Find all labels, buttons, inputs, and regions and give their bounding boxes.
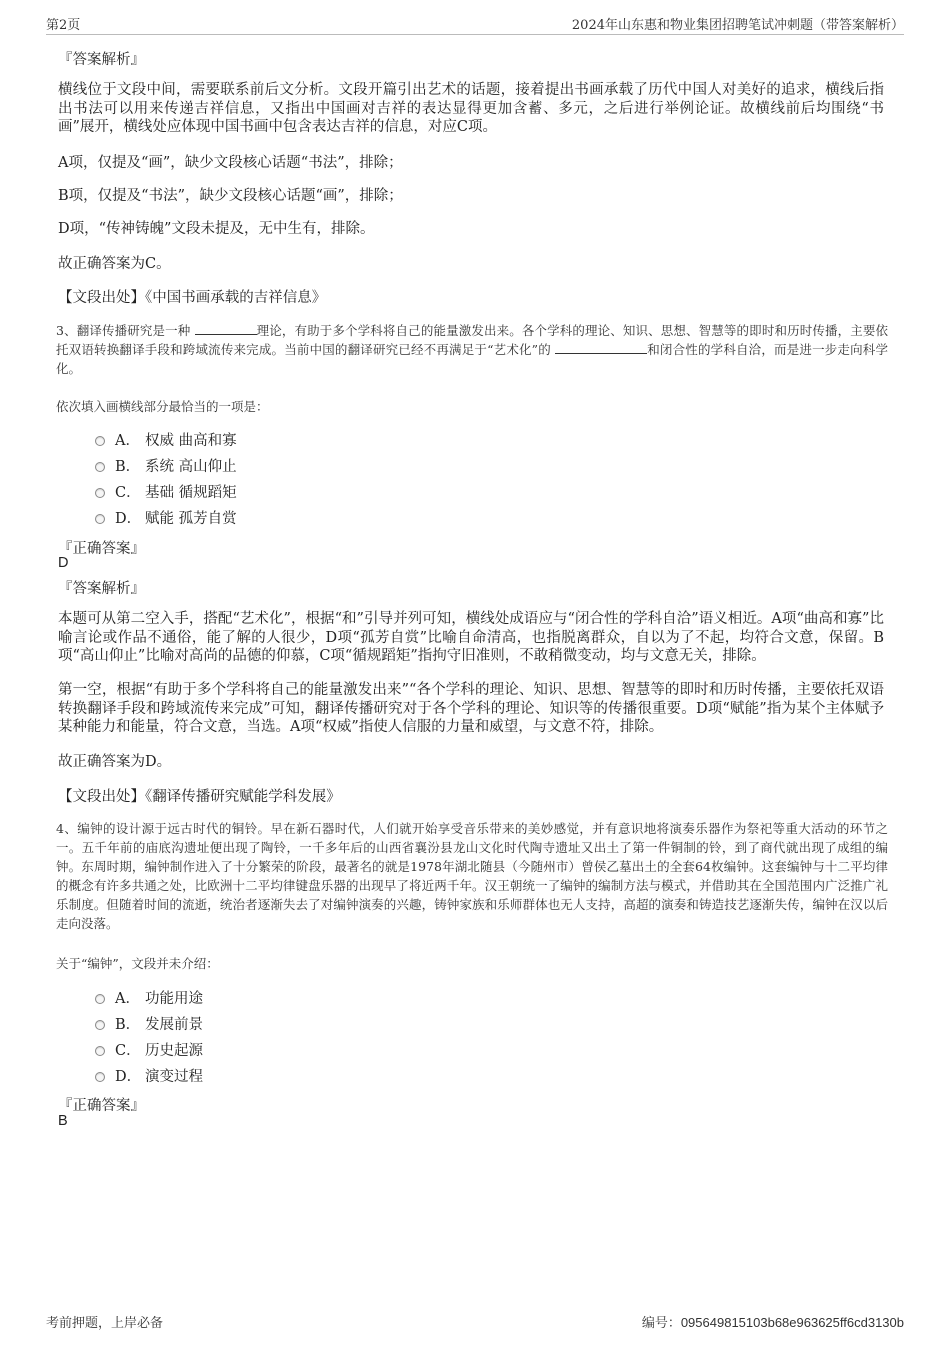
- q2-analysis-heading: 『答案解析』: [58, 52, 145, 68]
- document-id-value: 095649815103b68e963625ff6cd3130b: [680, 1315, 904, 1330]
- q2-analysis-option-a: A项，仅提及“画”，缺少文段核心话题“书法”，排除；: [58, 155, 403, 171]
- q2-conclusion: 故正确答案为C。: [58, 256, 171, 272]
- option-letter: B．: [115, 1016, 141, 1033]
- radio-icon[interactable]: [95, 488, 105, 498]
- radio-icon[interactable]: [95, 1046, 105, 1056]
- q4-option-c[interactable]: [95, 1038, 203, 1060]
- q3-analysis-paragraph-2: 第一空，根据“有助于多个学科将自己的能量激发出来”“各个学科的理论、知识、思想、智慧等的即时和历时传播，主要依托双语转换翻译手段和跨域流传来完成”可知，翻译传播研究对于各个学科的理论、知识等的传播很重要。D项“赋能”指为某个主体赋予某种能力和能量，符合文意，当选。A项“权威”指使人信服的力量和威望，与文意不符，排除。: [58, 682, 884, 735]
- option-letter: A．: [115, 990, 140, 1007]
- footer-slogan: 考前押题，上岸必备: [46, 1316, 164, 1331]
- q3-option-a[interactable]: [95, 428, 237, 450]
- option-text: 演变过程: [145, 1068, 203, 1085]
- q2-source: 【文段出处】《中国书画承载的吉祥信息》: [58, 290, 327, 306]
- q3-blank-2: [555, 341, 647, 354]
- option-letter: B．: [115, 458, 141, 475]
- q3-conclusion: 故正确答案为D。: [58, 754, 172, 770]
- q3-source: 【文段出处】《翻译传播研究赋能学科发展》: [58, 789, 341, 805]
- q3-analysis-heading: 『答案解析』: [58, 581, 145, 597]
- q4-option-d[interactable]: [95, 1064, 203, 1086]
- option-letter: C．: [115, 1042, 141, 1059]
- option-letter: D．: [115, 1068, 142, 1085]
- q2-analysis-option-d: D项，“传神铸魄”文段未提及，无中生有，排除。: [58, 221, 375, 237]
- q3-stem: [56, 321, 888, 378]
- page-header: [46, 14, 904, 35]
- q4-stem: 4、编钟的设计源于远古时代的铜铃。早在新石器时代，人们就开始享受音乐带来的美妙感觉，并有意识地将演奏乐器作为祭祀等重大活动的环节之一。五千年前的庙底沟遗址便出现了陶铃，一千多年后的山西省襄汾县龙山文化时代陶寺遗址又出土了第一件铜制的铃，到了商代就出现了成组的编钟。东周时期，编钟制作进入了十分繁荣的阶段，最著名的就是1978年湖北随县（今随州市）曾侯乙墓出土的全套64枚编钟。这套编钟与十二平均律的概念有许多共通之处，比欧洲十二平均律键盘乐器的出现早了将近两千年。汉王朝统一了编钟的编制方法与模式，并借助其在全国范围内广泛推广礼乐制度。但随着时间的流逝，统治者逐渐失去了对编钟演奏的兴趣，铸钟家族和乐师群体也无人支持，高超的演奏和铸造技艺逐渐失传，编钟在汉以后走向没落。: [56, 821, 888, 931]
- q4-correct-heading: 『正确答案』: [58, 1098, 145, 1114]
- q3-stem-part2: 理论，有助于多个学科将自己的能量激发出来。各个学科的理论、知识、思想、智慧等的即时和历时传播，主要依托双语转换翻译手段和跨域流传来完成。当前中国的翻译研究已经不再满足于“艺术化”的: [56, 323, 888, 357]
- option-text: 权威 曲高和寡: [145, 432, 237, 449]
- radio-icon[interactable]: [95, 994, 105, 1004]
- radio-icon[interactable]: [95, 1020, 105, 1030]
- q3-correct-heading: 『正确答案』: [58, 541, 145, 557]
- q3-correct-answer: D: [58, 555, 69, 571]
- q2-analysis-option-b: B项，仅提及“书法”，缺少文段核心话题“画”，排除；: [58, 188, 403, 204]
- option-letter: D．: [115, 510, 142, 527]
- option-letter: C．: [115, 484, 141, 501]
- option-text: 功能用途: [145, 990, 203, 1007]
- q4-option-a[interactable]: [95, 986, 203, 1008]
- page-number: 第2页: [46, 18, 81, 33]
- radio-icon[interactable]: [95, 1072, 105, 1082]
- option-letter: A．: [115, 432, 140, 449]
- option-text: 赋能 孤芳自赏: [145, 510, 237, 527]
- document-id: [642, 1312, 904, 1331]
- q3-option-b[interactable]: [95, 454, 237, 476]
- q3-stem-part1: 3、翻译传播研究是一种: [56, 323, 191, 338]
- option-text: 系统 高山仰止: [145, 458, 237, 475]
- q3-stem-part3: 和闭合性的学科自洽，而是进一步走向科学化。: [56, 342, 888, 376]
- document-title: 2024年山东惠和物业集团招聘笔试冲刺题（带答案解析）: [571, 18, 904, 33]
- q4-correct-answer: B: [58, 1113, 68, 1129]
- q3-option-d[interactable]: [95, 506, 237, 528]
- q4-option-b[interactable]: [95, 1012, 203, 1034]
- q3-option-c[interactable]: [95, 480, 237, 502]
- q3-question: 依次填入画横线部分最恰当的一项是：: [56, 399, 269, 414]
- q4-question: 关于“编钟”，文段并未介绍：: [56, 956, 219, 971]
- option-text: 发展前景: [145, 1016, 203, 1033]
- page-footer: [46, 1312, 904, 1330]
- q2-analysis-paragraph: 横线位于文段中间，需要联系前后文分析。文段开篇引出艺术的话题，接着提出书画承载了历代中国人对美好的追求，横线后指出书法可以用来传递吉祥信息，又指出中国画对吉祥的表达显得更加含蓄、多元，之后进行举例论证。故横线前后均围绕“书画”展开，横线处应体现中国书画中包含表达吉祥的信息，对应C项。: [58, 82, 884, 135]
- option-text: 历史起源: [145, 1042, 203, 1059]
- option-text: 基础 循规蹈矩: [145, 484, 237, 501]
- document-id-label: 编号：: [641, 1316, 681, 1331]
- radio-icon[interactable]: [95, 462, 105, 472]
- radio-icon[interactable]: [95, 436, 105, 446]
- q3-blank-1: [195, 322, 257, 335]
- radio-icon[interactable]: [95, 514, 105, 524]
- q3-analysis-paragraph-1: 本题可从第二空入手，搭配“艺术化”，根据“和”引导并列可知，横线处成语应与“闭合性的学科自洽”语义相近。A项“曲高和寡”比喻言论或作品不通俗，能了解的人很少，D项“孤芳自赏”比喻自命清高，也指脱离群众，自以为了不起，均符合文意，保留。B项“高山仰止”比喻对高尚的品德的仰慕，C项“循规蹈矩”指拘守旧准则，不敢稍微变动，均与文意无关，排除。: [58, 611, 884, 664]
